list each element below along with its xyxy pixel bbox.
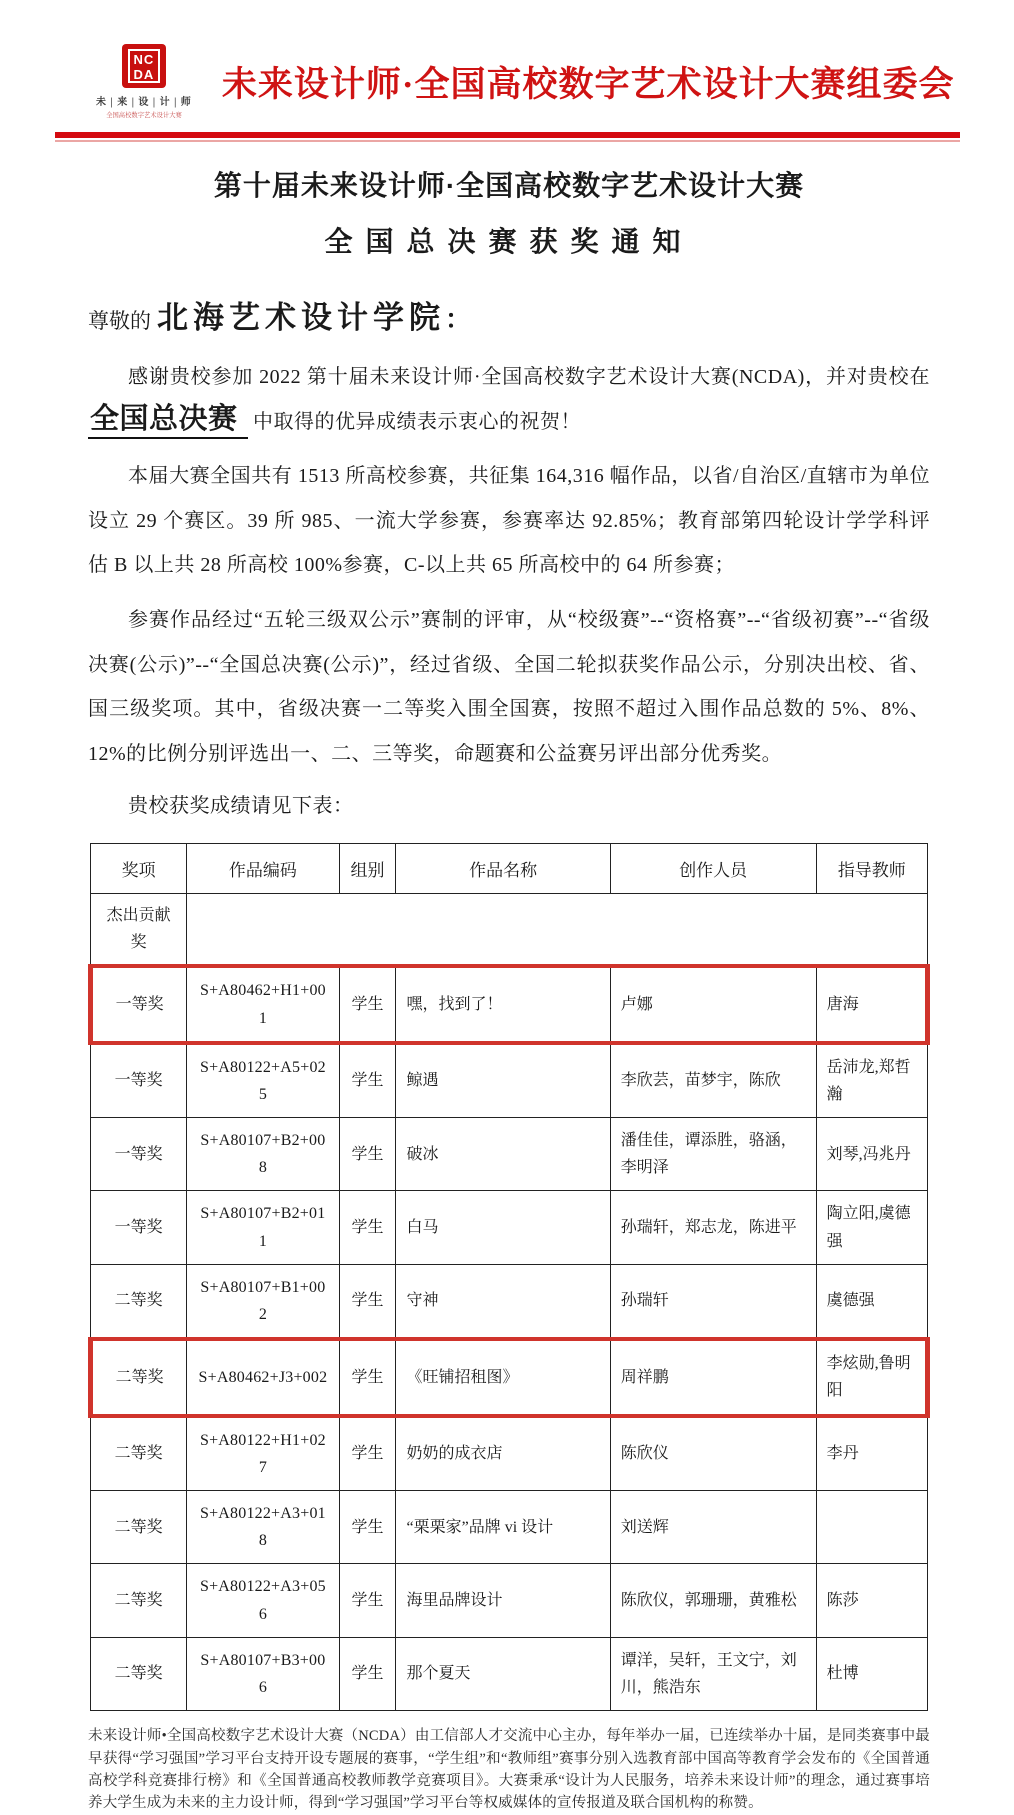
award-cell: 二等奖	[91, 1264, 187, 1339]
award-cell: 一等奖	[91, 1191, 187, 1264]
letterhead-divider-thick-line	[55, 132, 960, 138]
teachers-cell: 陈莎	[816, 1564, 927, 1637]
table-row	[91, 1339, 928, 1415]
teachers-cell: 唐海	[816, 966, 927, 1042]
paragraph-1-before: 感谢贵校参加 2022 第十届未来设计师·全国高校数字艺术设计大赛(NCDA)，并对贵校在	[128, 366, 930, 388]
logo-name-text: 未 | 来 | 设 | 计 | 师	[96, 97, 192, 108]
paragraph-1-after: 中取得的优异成绩表示衷心的祝贺！	[247, 410, 582, 433]
creators-cell: 周祥鹏	[610, 1339, 816, 1415]
code-cell: S+A80107+B3+006	[187, 1637, 339, 1710]
national-finals-highlight: 全国总决赛	[88, 403, 248, 439]
paragraph-judging-process: 参赛作品经过“五轮三级双公示”赛制的评审，从“校级赛”--“资格赛”--“省级初赛”--“省级决赛(公示)”--“全国总决赛(公示)”，经过省级、全国二轮拟获奖作品公示，分别决出校、省、国三级奖项。其中，省级决赛一二等奖入围全国赛，按照不超过入围作品总数的 5%、8%、12%的比例分别评选出一、二、三等奖，命题赛和公益赛另评出部分优秀奖。	[88, 608, 930, 765]
group-cell: 学生	[339, 1637, 396, 1710]
code-cell: S+A80462+H1+001	[187, 966, 339, 1042]
work-cell: 守神	[396, 1264, 610, 1339]
footnote-text: 未来设计师•全国高校数字艺术设计大赛（NCDA）由工信部人才交流中心主办，每年举办一届，已连续举办十届，是同类赛事中最早获得“学习强国”学习平台支持开设专题展的赛事，“学生组”和“教师组”赛事分别入选教育部中国高等教育学会发布的《全国普通高校学科竞赛排行榜》和《全国普通高校教师教学竞赛项目》。大赛秉承“设计为人民服务，培养未来设计师”的理念，通过赛事培养大学生成为未来的主力设计师，得到“学习强国”学习平台等权威媒体的宣传报道及联合国机构的称赞。	[88, 1728, 930, 1812]
outstanding-contribution-row	[91, 893, 928, 966]
document-title	[88, 164, 930, 260]
table-row	[91, 1490, 928, 1563]
teachers-cell: 虞德强	[816, 1264, 927, 1339]
group-cell: 学生	[339, 1043, 396, 1118]
table-row	[91, 1416, 928, 1491]
award-cell: 二等奖	[91, 1490, 187, 1563]
group-cell: 学生	[339, 1339, 396, 1415]
creators-cell: 刘送辉	[610, 1490, 816, 1563]
code-cell: S+A80122+A3+018	[187, 1490, 339, 1563]
table-row	[91, 966, 928, 1042]
letterhead	[88, 34, 955, 130]
group-cell: 学生	[339, 1416, 396, 1491]
code-cell: S+A80462+J3+002	[187, 1339, 339, 1415]
letterhead-divider-thin-line	[55, 140, 960, 142]
award-cell: 二等奖	[91, 1637, 187, 1710]
creators-cell: 李欣芸，苗梦宇，陈欣	[610, 1043, 816, 1118]
header-work-name: 作品名称	[396, 843, 610, 893]
ncda-logo-icon	[122, 44, 166, 88]
creators-cell: 孙瑞轩	[610, 1264, 816, 1339]
award-cell: 一等奖	[91, 1118, 187, 1191]
header-teachers: 指导教师	[816, 843, 927, 893]
school-name: 北海艺术设计学院	[157, 300, 445, 335]
creators-cell: 谭洋，吴轩，王文宁，刘川，熊浩东	[610, 1637, 816, 1710]
table-row	[91, 1043, 928, 1118]
teachers-cell: 陶立阳,虞德强	[816, 1191, 927, 1264]
awards-table	[88, 843, 930, 1711]
teachers-cell: 刘琴,冯兆丹	[816, 1118, 927, 1191]
teachers-cell: 岳沛龙,郑哲瀚	[816, 1043, 927, 1118]
creators-cell: 陈欣仪	[610, 1416, 816, 1491]
paragraph-see-table: 贵校获奖成绩请见下表：	[128, 795, 354, 818]
ncda-logo	[96, 44, 192, 120]
logo-letters-line1: NC	[133, 52, 155, 67]
paragraph-statistics: 本届大赛全国共有 1513 所高校参赛，共征集 164,316 幅作品，以省/自治区/直辖市为单位设立 29 个赛区。39 所 985、一流大学参赛，参赛率达 92.85%；教育部第四轮设计学学科评估 B 以上共 28 所高校 100%参赛，C-以上共 65 所高校中的 64 所参赛；	[88, 465, 930, 577]
paragraph-congratulations	[88, 355, 930, 444]
table-row	[91, 1564, 928, 1637]
work-cell: 《旺铺招租图》	[396, 1339, 610, 1415]
letterhead-divider	[55, 132, 960, 142]
award-cell: 二等奖	[91, 1416, 187, 1491]
teachers-cell: 李丹	[816, 1416, 927, 1491]
work-cell: “栗栗家”品牌 vi 设计	[396, 1490, 610, 1563]
award-cell: 二等奖	[91, 1339, 187, 1415]
group-cell: 学生	[339, 1490, 396, 1563]
document-title-line1: 第十届未来设计师·全国高校数字艺术设计大赛	[213, 170, 805, 201]
logo-letters-line2: DA	[133, 67, 155, 82]
work-cell: 破冰	[396, 1118, 610, 1191]
group-cell: 学生	[339, 1118, 396, 1191]
table-row	[91, 1264, 928, 1339]
teachers-cell: 杜博	[816, 1637, 927, 1710]
work-cell: 那个夏天	[396, 1637, 610, 1710]
body-text	[88, 355, 930, 829]
creators-cell: 潘佳佳，谭添胜，骆涵，李明泽	[610, 1118, 816, 1191]
group-cell: 学生	[339, 1191, 396, 1264]
work-cell: 鲸遇	[396, 1043, 610, 1118]
code-cell: S+A80107+B1+002	[187, 1264, 339, 1339]
code-cell: S+A80107+B2+008	[187, 1118, 339, 1191]
header-group: 组别	[339, 843, 396, 893]
award-cell: 一等奖	[91, 966, 187, 1042]
creators-cell: 孙瑞轩，郑志龙，陈进平	[610, 1191, 816, 1264]
table-header-row	[91, 843, 928, 893]
salutation	[88, 292, 930, 337]
header-award: 奖项	[91, 843, 187, 893]
code-cell: S+A80107+B2+011	[187, 1191, 339, 1264]
teachers-cell: 李炫勋,鲁明阳	[816, 1339, 927, 1415]
award-cell: 杰出贡献奖	[91, 893, 187, 966]
ncda-logo-letters	[128, 49, 160, 83]
group-cell: 学生	[339, 966, 396, 1042]
creators-cell: 陈欣仪，郭珊珊，黄雅松	[610, 1564, 816, 1637]
organizing-committee-title: 未来设计师·全国高校数字艺术设计大赛组委会	[221, 65, 955, 104]
table-row	[91, 1191, 928, 1264]
group-cell: 学生	[339, 1564, 396, 1637]
group-cell: 学生	[339, 1264, 396, 1339]
work-cell: 海里品牌设计	[396, 1564, 610, 1637]
work-cell: 奶奶的成衣店	[396, 1416, 610, 1491]
outstanding-contribution-empty-cell	[187, 893, 928, 966]
table-row	[91, 1118, 928, 1191]
header-work-code: 作品编码	[187, 843, 339, 893]
work-cell: 嘿，找到了！	[396, 966, 610, 1042]
award-cell: 一等奖	[91, 1043, 187, 1118]
logo-subtitle-text: 全国高校数字艺术设计大赛	[106, 111, 182, 119]
code-cell: S+A80122+A5+025	[187, 1043, 339, 1118]
work-cell: 白马	[396, 1191, 610, 1264]
document-title-line2: 全国总决赛获奖通知	[324, 226, 694, 257]
code-cell: S+A80122+A3+056	[187, 1564, 339, 1637]
teachers-cell	[816, 1490, 927, 1563]
header-creators: 创作人员	[610, 843, 816, 893]
salutation-prefix: 尊敬的	[88, 309, 151, 333]
code-cell: S+A80122+H1+027	[187, 1416, 339, 1491]
salutation-colon: ：	[445, 305, 472, 334]
table-row	[91, 1637, 928, 1710]
award-cell: 二等奖	[91, 1564, 187, 1637]
creators-cell: 卢娜	[610, 966, 816, 1042]
